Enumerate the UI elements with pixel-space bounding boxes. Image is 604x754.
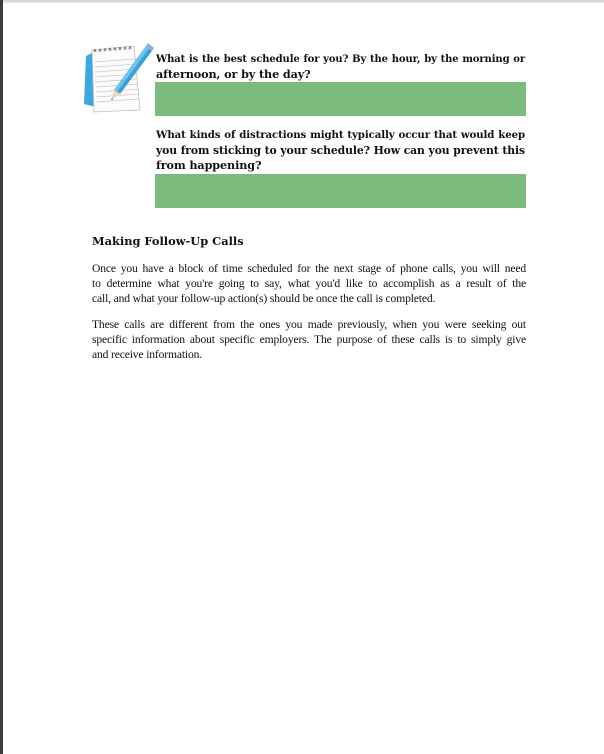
question-schedule [156, 52, 525, 82]
question-line: What is the best schedule for you? By the hour, by the morning or [156, 54, 525, 65]
paragraph [92, 317, 526, 362]
question-line: What kinds of distractions might typically occur that would keep [156, 129, 525, 141]
paragraph-line: to determine what you're going to say, what you'd like to accomplish as a result of the [92, 277, 526, 290]
section-heading: Making Follow-Up Calls [92, 234, 244, 248]
answer-field-distractions[interactable] [155, 174, 526, 208]
paragraph-line: Once you have a block of time scheduled for the next stage of phone calls, you will need [92, 262, 526, 275]
paragraph-line: specific information about specific employers. The purpose of these calls is to simply give [92, 333, 526, 346]
question-line: afternoon, or by the day? [156, 67, 311, 81]
viewer-left-edge [0, 0, 3, 754]
viewer-top-edge [3, 0, 604, 3]
paragraph-line: These calls are different from the ones you made previously, when you were seeking out [92, 318, 526, 331]
notepad-pencil-icon [80, 40, 156, 114]
paragraph-line: call, and what your follow-up action(s) should be once the call is completed. [92, 292, 436, 305]
paragraph [92, 261, 526, 306]
question-line: from happening? [156, 158, 262, 172]
answer-field-schedule[interactable] [155, 82, 526, 116]
question-distractions [156, 128, 525, 173]
question-line: you from sticking to your schedule? How can you prevent this [156, 144, 525, 157]
paragraph-line: and receive information. [92, 348, 203, 361]
